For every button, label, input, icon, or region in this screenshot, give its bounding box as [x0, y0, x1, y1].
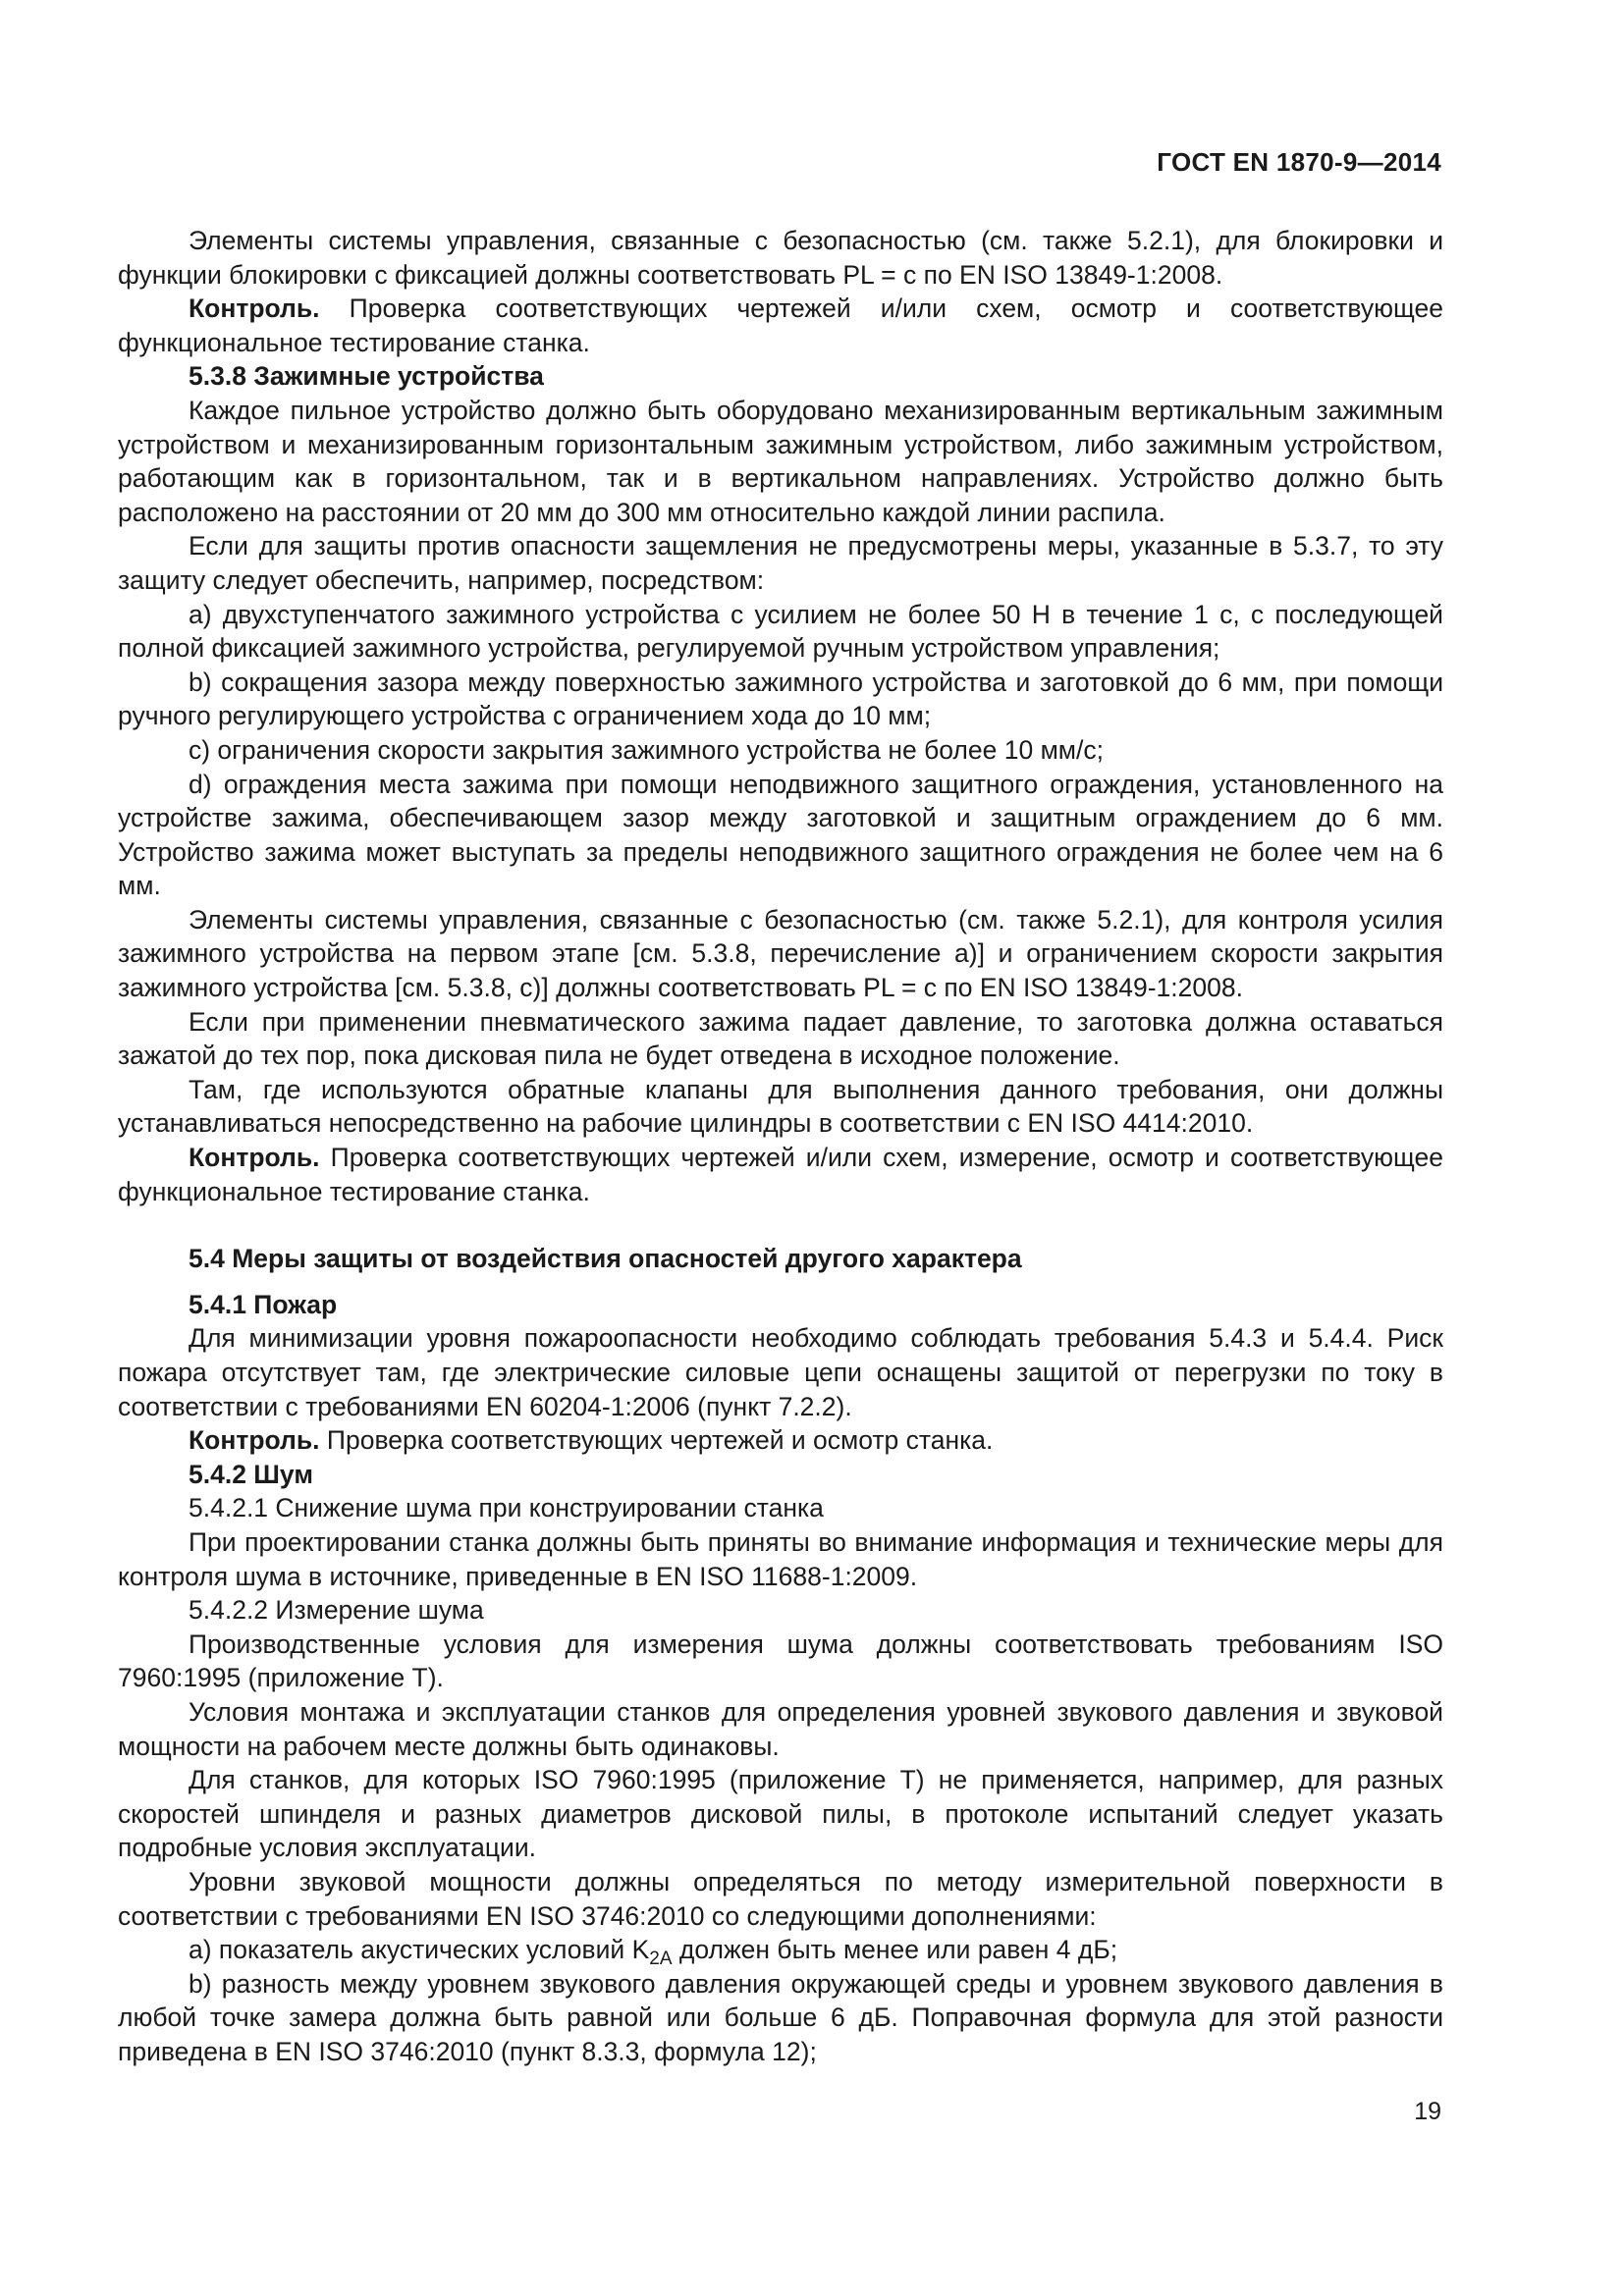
page-number: 19 [1414, 2098, 1441, 2125]
control-label: Контроль. [189, 294, 320, 324]
body-paragraph: 5.4.2.1 Снижение шума при конструировании станка [189, 1493, 824, 1523]
body-paragraph: Элементы системы управления, связанные с безопасностью (см. также 5.2.1), для блокировки и функции блокировки с фиксацией должны соответствовать PL = c по EN ISO 13849-1:2008. [118, 226, 1443, 290]
body-paragraph: Если для защиты против опасности защемления не предусмотрены меры, указанные в 5.3.7, то эту защиту следует обеспечить, например, посредством: [118, 531, 1443, 595]
body-paragraph: Если при применении пневматического зажима падает давление, то заготовка должна оставаться зажатой до тех пор, пока дисковая пила не будет отведена в исходное положение. [118, 1006, 1443, 1071]
control-label: Контроль. [189, 1143, 320, 1173]
body-paragraph: a) двухступенчатого зажимного устройства с усилием не более 50 Н в течение 1 с, с последующей полной фиксацией зажимного устройства, регулируемой ручным устройством управления; [118, 599, 1443, 664]
control-text: Проверка соответствующих чертежей и/или схем, осмотр и соответствующее функциональное тестирование станка. [118, 294, 1443, 357]
section-heading: 5.4 Меры защиты от воздействия опасностей другого характера [189, 1244, 1022, 1274]
control-text: Проверка соответствующих чертежей и/или схем, измерение, осмотр и соответствующее функциональное тестирование станка. [118, 1143, 1443, 1206]
control-paragraph [118, 1423, 1443, 1458]
subscript: 2A [649, 1949, 673, 1970]
body-paragraph: Элементы системы управления, связанные с безопасностью (см. также 5.2.1), для контроля усилия зажимного устройства на первом этапе [см. 5.3.8, перечисление a)] и ограничением скорости закрытия зажимного устройства [см. 5.3.8, c)] должны соответствовать PL = c по EN ISO 13849-1:2008. [118, 904, 1443, 1003]
body-paragraph: b) сокращения зазора между поверхностью зажимного устройства и заготовкой до 6 мм, при помощи ручного регулирующего устройства с ограничением хода до 10 мм; [118, 667, 1443, 731]
section-heading: 5.4.1 Пожар [189, 1289, 338, 1319]
body-paragraph: c) ограничения скорости закрытия зажимного устройства не более 10 мм/с; [189, 734, 1104, 765]
section-heading: 5.3.8 Зажимные устройства [189, 361, 544, 392]
body-paragraph: Каждое пильное устройство должно быть оборудовано механизированным вертикальным зажимным устройством и механизированным горизонтальным зажимным устройством, либо зажимным устройством, работающим как в горизонтальном, так и в вертикальном направлениях. Устройство должно быть расположено на расстоянии от 20 мм до 300 мм относительно каждой линии распила. [118, 395, 1443, 527]
control-text: Проверка соответствующих чертежей и осмотр станка. [319, 1425, 994, 1456]
control-paragraph [118, 1141, 1443, 1208]
body-paragraph: Для минимизации уровня пожароопасности необходимо соблюдать требования 5.4.3 и 5.4.4. Риск пожара отсутствует там, где электрические силовые цепи оснащены защитой от перегрузки по току в соответствии с требованиями EN 60204-1:2006 (пункт 7.2.2). [118, 1323, 1443, 1421]
section-heading: 5.4.2 Шум [189, 1459, 313, 1489]
body-paragraph: Уровни звуковой мощности должны определяться по методу измерительной поверхности в соответствии с требованиями EN ISO 3746:2010 со следующими дополнениями: [118, 1866, 1443, 1931]
body-paragraph: Производственные условия для измерения шума должны соответствовать требованиям ISO 7960:1995 (приложение Т). [118, 1629, 1443, 1693]
body-paragraph: 5.4.2.2 Измерение шума [189, 1595, 484, 1626]
body-paragraph: d) ограждения места зажима при помощи неподвижного защитного ограждения, установленного на устройстве зажима, обеспечивающем зазор между заготовкой и защитным ограждением до 6 мм. Устройство зажима может выступать за пределы неподвижного защитного ограждения не более чем на 6 мм. [118, 769, 1443, 901]
body-paragraph: Для станков, для которых ISO 7960:1995 (приложение Т) не применяется, например, для разных скоростей шпинделя и разных диаметров дисковой пилы, в протоколе испытаний следует указать подробные условия эксплуатации. [118, 1765, 1443, 1863]
list-item-text: должен быть менее или равен 4 дБ; [672, 1935, 1118, 1965]
body-paragraph: Там, где используются обратные клапаны для выполнения данного требования, они должны устанавливаться непосредственно на рабочие цилиндры в соответствии с EN ISO 4414:2010. [118, 1074, 1443, 1139]
body-paragraph: b) разность между уровнем звукового давления окружающей среды и уровнем звукового давления в любой точке замера должна быть равной или больше 6 дБ. Поправочная формула для этой разности приведена в EN ISO 3746:2010 (пункт 8.3.3, формула 12); [118, 1968, 1443, 2066]
body-paragraph: Условия монтажа и эксплуатации станков для определения уровней звукового давления и звуковой мощности на рабочем месте должны быть одинаковы. [118, 1696, 1443, 1761]
document-header: ГОСТ EN 1870-9—2014 [1157, 147, 1441, 177]
list-item [118, 1933, 1443, 1970]
control-paragraph [118, 292, 1443, 359]
body-paragraph: При проектировании станка должны быть приняты во внимание информация и технические меры для контроля шума в источнике, приведенные в EN ISO 11688-1:2009. [118, 1526, 1443, 1591]
control-label: Контроль. [189, 1425, 320, 1456]
document-body [118, 224, 1443, 2068]
list-item-text: a) показатель акустических условий K [189, 1935, 650, 1965]
